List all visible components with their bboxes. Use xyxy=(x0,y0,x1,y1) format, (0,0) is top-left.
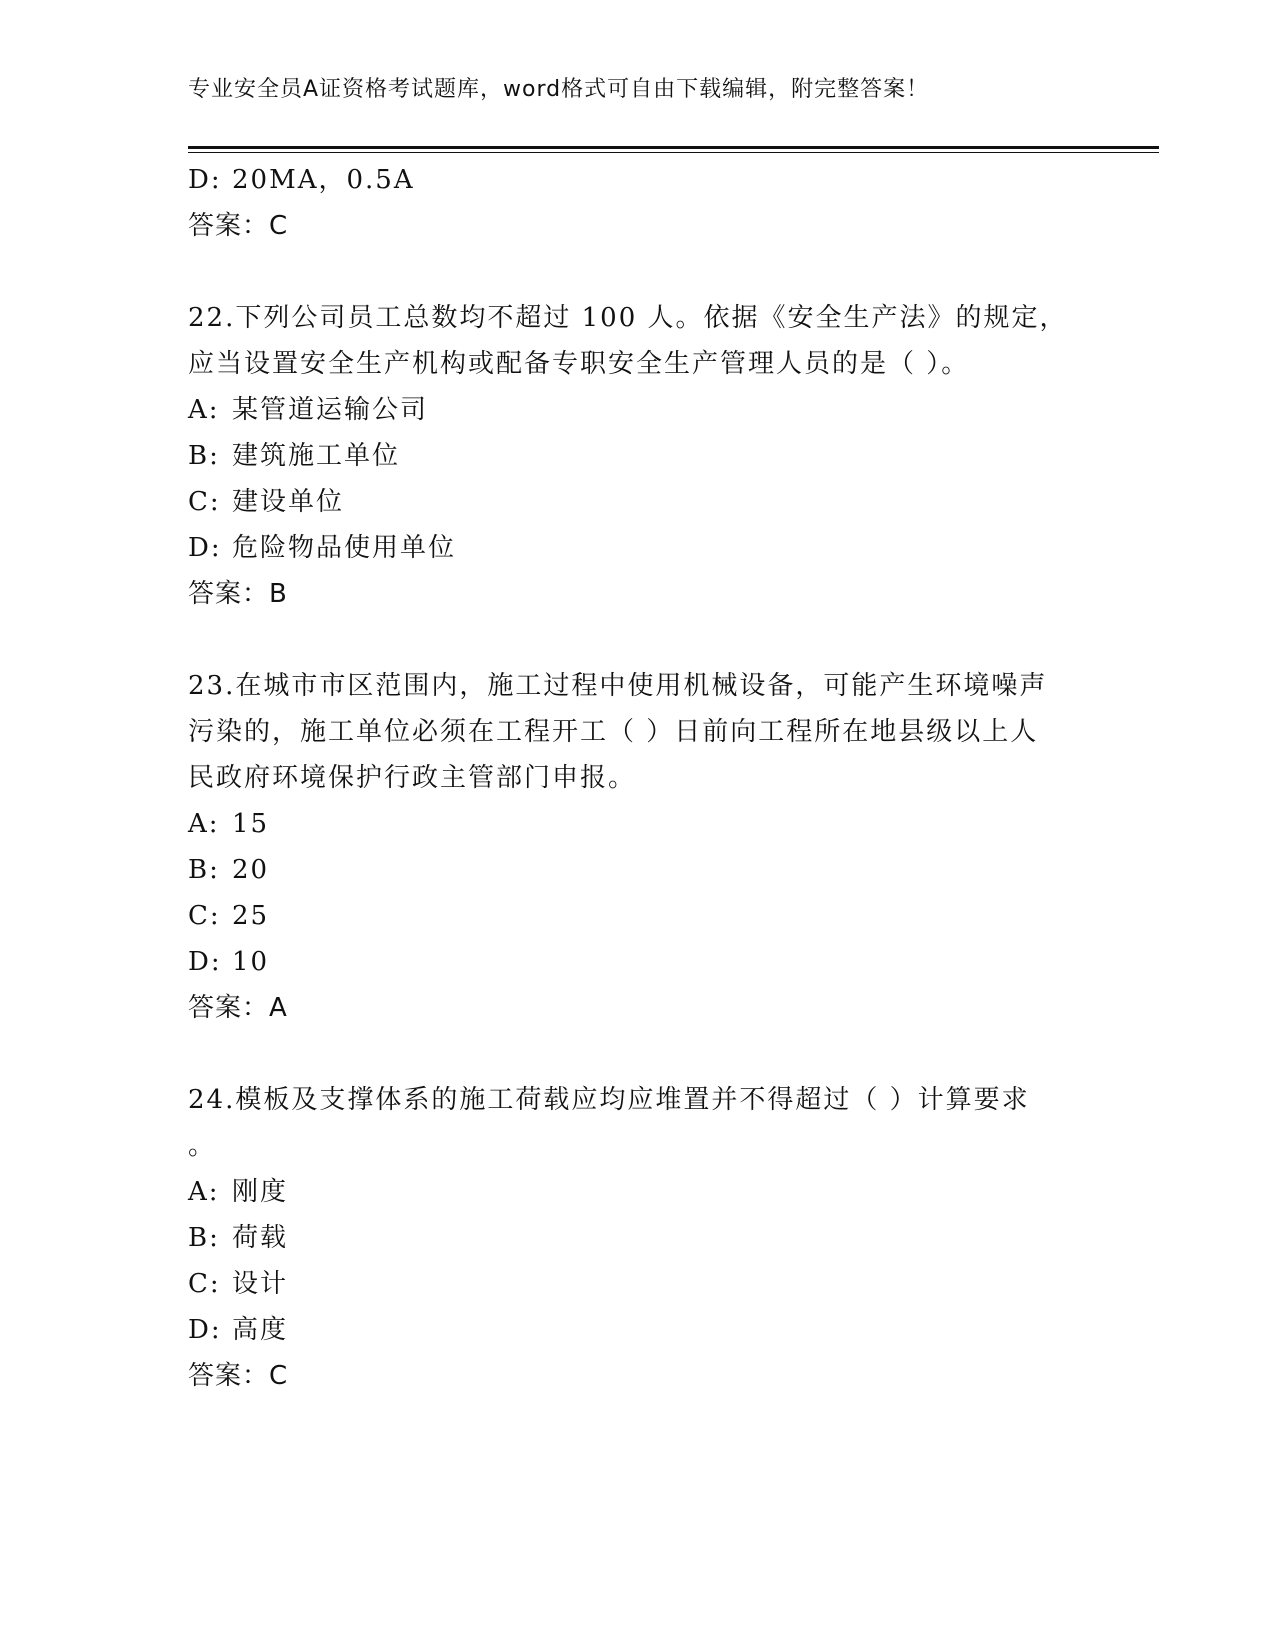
header-rule-thin xyxy=(188,152,1159,153)
question-stem-line: 应当设置安全生产机构或配备专职安全生产管理人员的是（ ）。 xyxy=(188,349,970,379)
question-stem-line: 22.下列公司员工总数均不超过 100 人。依据《安全生产法》的规定， xyxy=(188,303,1068,333)
option-a xyxy=(188,387,1088,433)
option-label: B: xyxy=(188,441,220,471)
question-stem-line: 污染的，施工单位必须在工程开工（ ）日前向工程所在地县级以上人 xyxy=(188,717,1039,747)
option-label: D: xyxy=(188,533,222,563)
header-rule-thick xyxy=(188,146,1159,149)
question-24 xyxy=(188,1077,1088,1399)
option-c xyxy=(188,893,1088,939)
option-text: 某管道运输公司 xyxy=(232,395,429,425)
option-text: 10 xyxy=(232,947,270,977)
question-stem-line: 23.在城市市区范围内，施工过程中使用机械设备，可能产生环境噪声 xyxy=(188,671,1048,701)
answer-line: 答案：B xyxy=(188,579,288,609)
question-stem-line: 。 xyxy=(188,1131,217,1161)
option-label: B: xyxy=(188,855,220,885)
answer-line: 答案：C xyxy=(188,1361,289,1391)
answer-line: 答案：A xyxy=(188,993,288,1023)
option-label: A: xyxy=(188,809,220,839)
option-text: 危险物品使用单位 xyxy=(232,533,457,563)
option-text: 20 xyxy=(232,855,270,885)
question-22 xyxy=(188,295,1088,617)
option-text: 建筑施工单位 xyxy=(232,441,401,471)
option-label: A: xyxy=(188,395,220,425)
option-label: C: xyxy=(188,487,221,517)
option-d xyxy=(188,1307,1088,1353)
question-23 xyxy=(188,663,1088,1031)
option-label: D: xyxy=(188,947,222,977)
option-a xyxy=(188,1169,1088,1215)
option-text: 荷载 xyxy=(232,1223,289,1253)
option-b xyxy=(188,1215,1088,1261)
document-body xyxy=(188,157,1088,1399)
option-label: C: xyxy=(188,901,221,931)
option-a xyxy=(188,801,1088,847)
option-label: D: xyxy=(188,1315,222,1345)
option-label: B: xyxy=(188,1223,220,1253)
option-label: A: xyxy=(188,1177,220,1207)
option-text: 建设单位 xyxy=(232,487,345,517)
option-text: 高度 xyxy=(232,1315,289,1345)
option-text: 刚度 xyxy=(232,1177,289,1207)
option-d xyxy=(188,525,1088,571)
option-c xyxy=(188,479,1088,525)
answer-line: 答案：C xyxy=(188,211,289,241)
option-text: 15 xyxy=(232,809,270,839)
option-b xyxy=(188,433,1088,479)
option-text: 设计 xyxy=(232,1269,289,1299)
option-text: 20MA，0.5A xyxy=(232,165,415,195)
option-d xyxy=(188,157,1088,203)
option-d xyxy=(188,939,1088,985)
option-c xyxy=(188,1261,1088,1307)
option-label: D: xyxy=(188,165,222,195)
question-stem-line: 24.模板及支撑体系的施工荷载应均应堆置并不得超过（ ）计算要求 xyxy=(188,1085,1030,1115)
question-stem-line: 民政府环境保护行政主管部门申报。 xyxy=(188,763,637,793)
option-b xyxy=(188,847,1088,893)
option-label: C: xyxy=(188,1269,221,1299)
option-text: 25 xyxy=(232,901,270,931)
page-header: 专业安全员A证资格考试题库，word格式可自由下载编辑，附完整答案！ xyxy=(188,77,930,102)
